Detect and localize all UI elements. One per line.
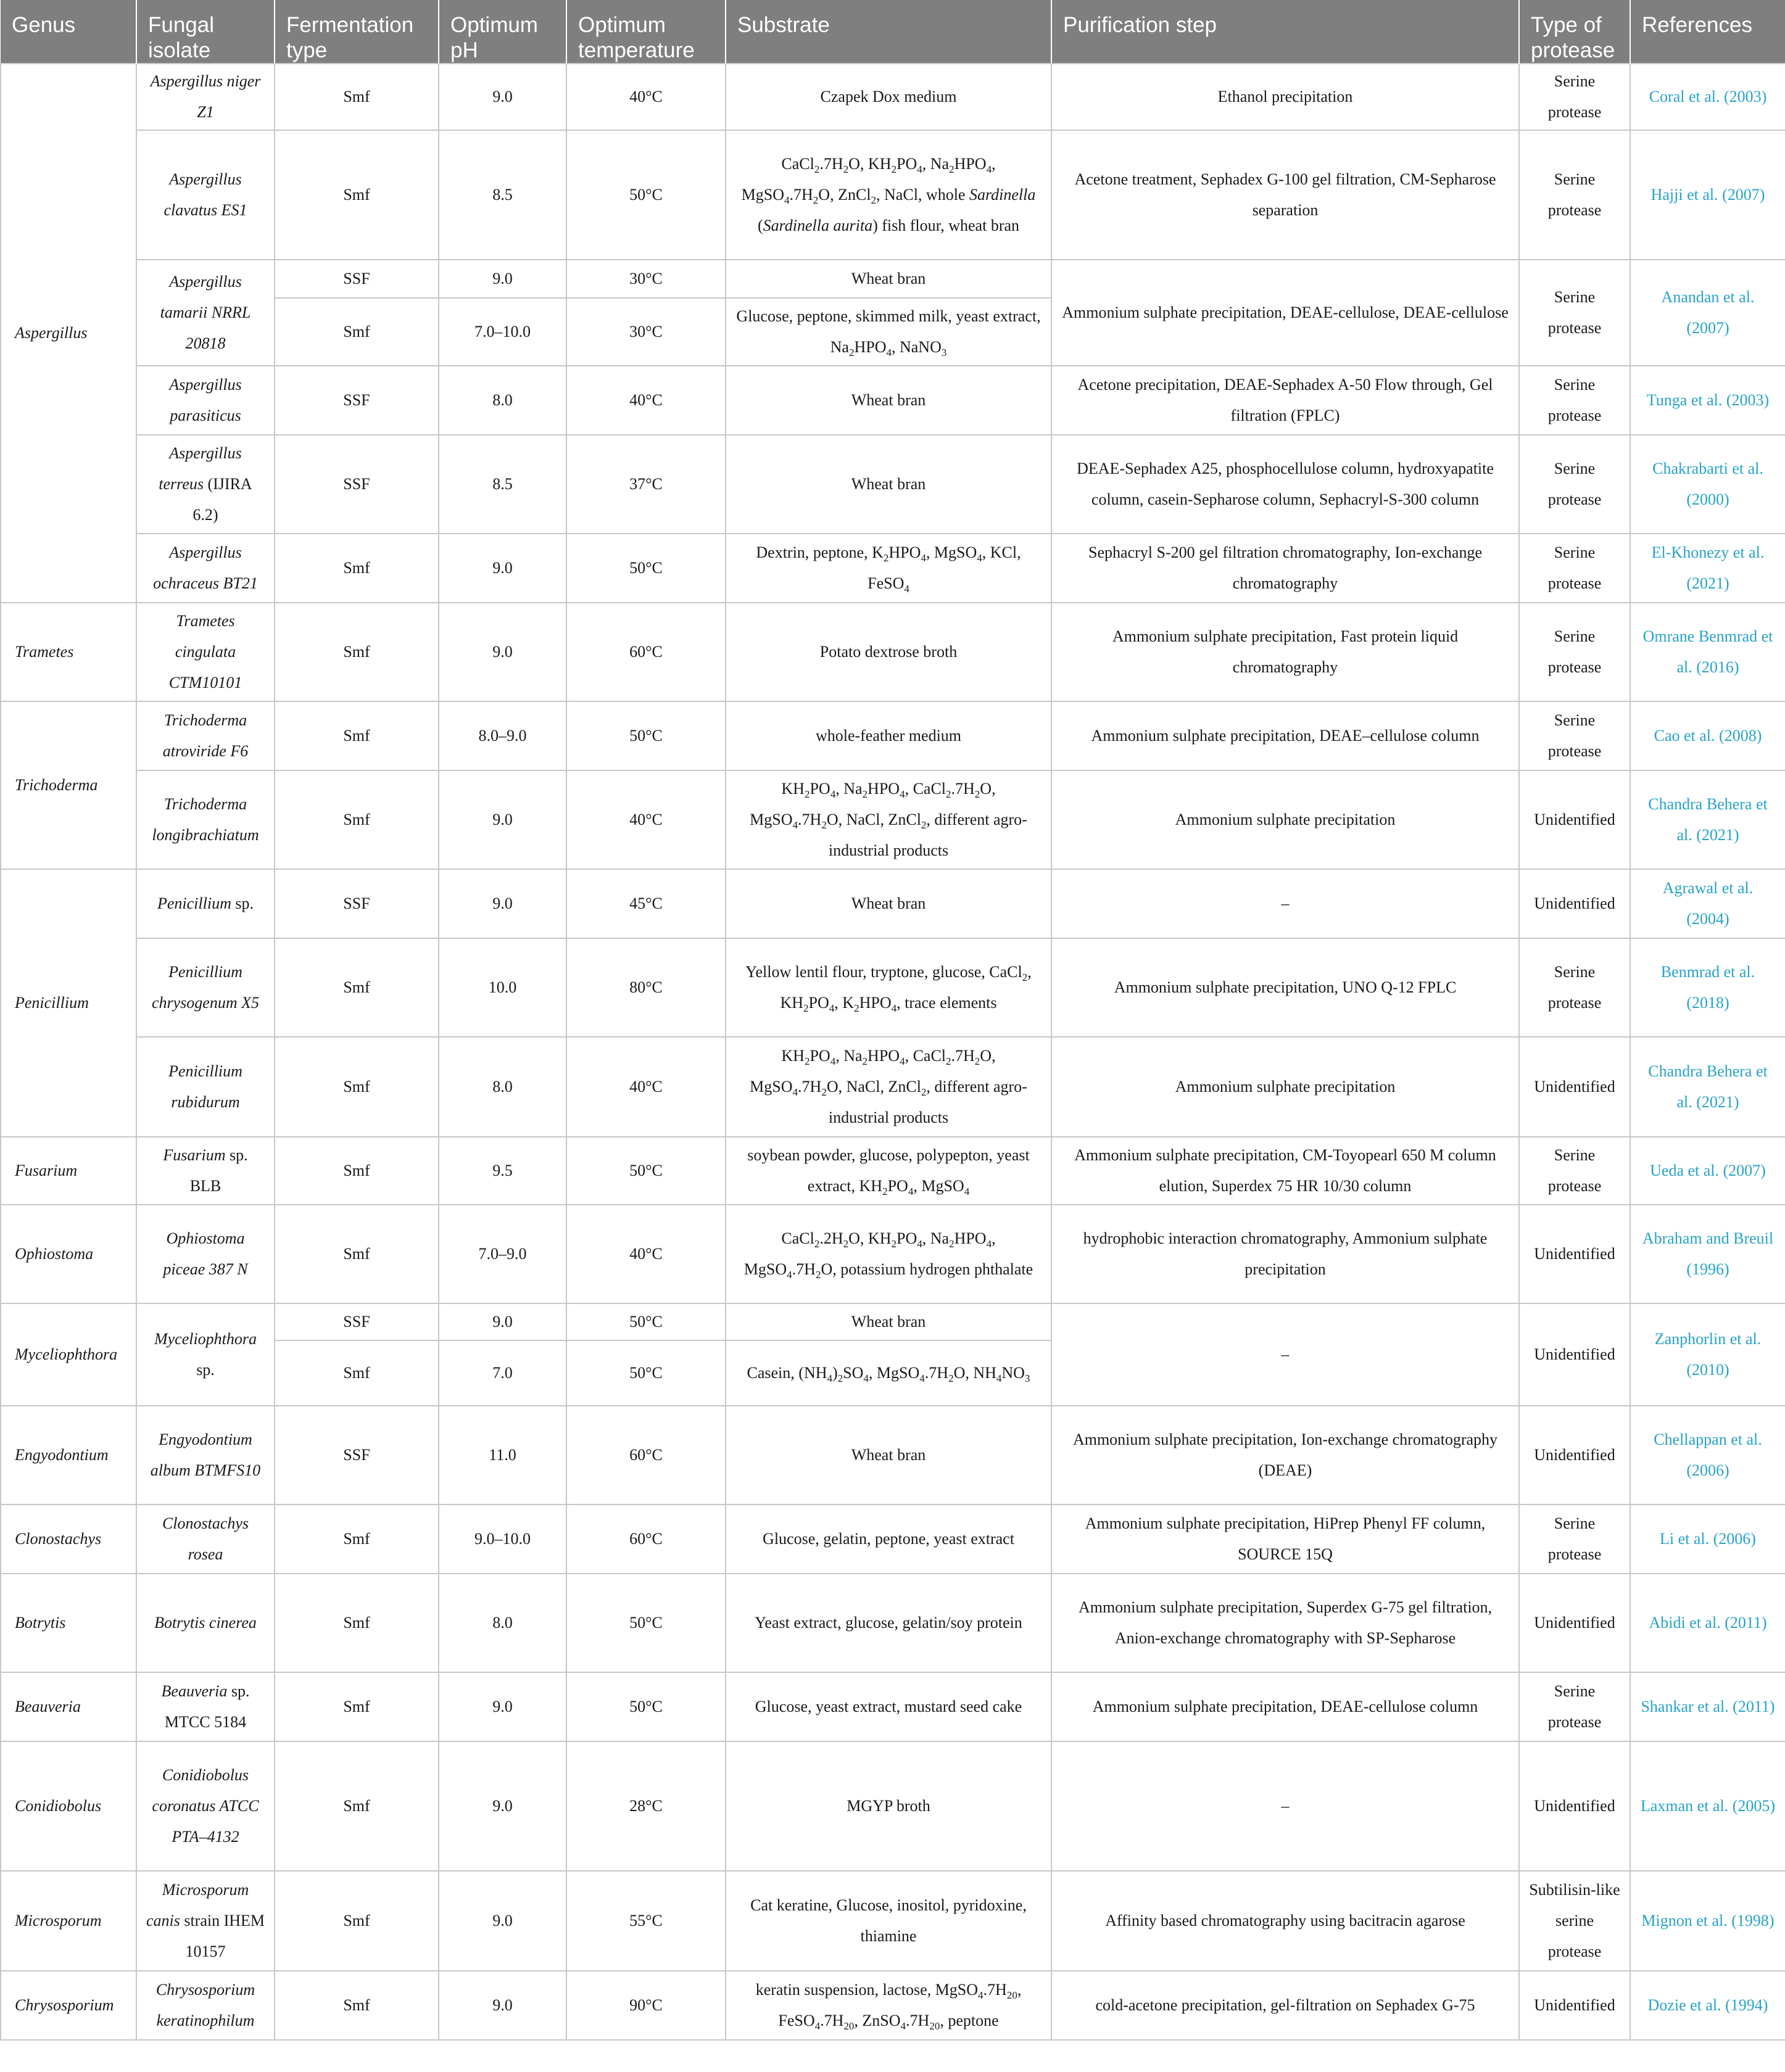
isolate-cell: Trichoderma atroviride F6 [136,701,275,770]
substrate-cell: Yellow lentil flour, tryptone, glucose, CaCl$_2$, $KH_2PO_4$, $K_2HPO_4$, trace elements [726,938,1051,1037]
table-row [1,1037,1785,1137]
substrate-cell: $KH_2PO_4$, $Na_2HPO_4$, $CaCl_2.7H_2O$, $MgSO_4.7H_2O$, NaCl, ZnCl$_2$, different agro-industrial products [726,770,1051,869]
table-row [1,130,1785,260]
protease-cell: Serine protease [1519,603,1630,701]
ph-cell: 9.0 [439,770,566,869]
substrate-cell: Cat keratine, Glucose, inositol, pyridoxine, thiamine [726,1871,1051,1971]
temperature-cell: 50°C [566,1137,726,1205]
substrate-cell: $KH_2PO_4$, $Na_2HPO_4$, $CaCl_2.7H_2O$, $MgSO_4.7H_2O$, NaCl, ZnCl$_2$, different agro-industrial products [726,1037,1051,1137]
reference-link[interactable]: Chakrabarti et al. (2000) [1630,435,1785,534]
reference-link[interactable]: Mignon et al. (1998) [1630,1871,1785,1971]
temperature-cell: 80°C [566,938,726,1037]
protease-cell: Unidentified [1519,1205,1630,1303]
ph-cell: 8.0 [439,1574,566,1672]
table-row [1,366,1785,435]
purification-cell: Sephacryl S-200 gel filtration chromatography, Ion-exchange chromatography [1051,534,1519,603]
purification-cell: Ammonium sulphate precipitation, DEAE-cellulose column [1051,1672,1519,1741]
isolate-cell: Aspergillus clavatus ES1 [136,130,275,260]
ph-cell: 9.0 [439,64,566,130]
ph-cell: 7.0–10.0 [439,298,566,366]
reference-link[interactable]: Laxman et al. (2005) [1630,1741,1785,1871]
table-row [1,1574,1785,1672]
purification-cell: Acetone precipitation, DEAE-Sephadex A-50 Flow through, Gel filtration (FPLC) [1051,366,1519,435]
substrate-cell: Wheat bran [726,1406,1051,1504]
fermentation-cell: SSF [275,1303,439,1340]
table-row [1,701,1785,770]
genus-cell: Trametes [1,603,136,701]
substrate-cell: Wheat bran [726,435,1051,534]
ph-cell: 8.5 [439,435,566,534]
header-isolate: Fungal isolate [136,0,275,64]
protease-cell: Subtilisin-like serine protease [1519,1871,1630,1971]
substrate-cell: $CaCl_2.2H_2O$, $KH_2PO_4$, $Na_2HPO_4$, $MgSO_4.7H_2O$, potassium hydrogen phthalate [726,1205,1051,1303]
header-substrate: Substrate [726,0,1051,64]
isolate-cell: Aspergillus parasiticus [136,366,275,435]
reference-link[interactable]: Zanphorlin et al. (2010) [1630,1303,1785,1406]
protease-cell: Serine protease [1519,1504,1630,1574]
table-row [1,1871,1785,1971]
substrate-cell: $CaCl_2.7H_2O$, $KH_2PO_4$, $Na_2HPO_4$, $MgSO_4.7H_2O$, ZnCl$_2$, NaCl, whole Sardinella (Sardinella aurita) fish flour, wheat bran [726,130,1051,260]
purification-cell: Ammonium sulphate precipitation [1051,1037,1519,1137]
temperature-cell: 45°C [566,869,726,938]
purification-cell: Ammonium sulphate precipitation, CM-Toyopearl 650 M column elution, Superdex 75 HR 10/30 column [1051,1137,1519,1205]
protease-cell: Unidentified [1519,1971,1630,2040]
reference-link[interactable]: Chellappan et al. (2006) [1630,1406,1785,1504]
substrate-cell: Czapek Dox medium [726,64,1051,130]
fermentation-cell: Smf [275,298,439,366]
genus-cell: Myceliophthora [1,1303,136,1406]
fermentation-cell: Smf [275,534,439,603]
fermentation-cell: Smf [275,64,439,130]
protease-cell: Unidentified [1519,1303,1630,1406]
table-row [1,1971,1785,2040]
purification-cell: – [1051,869,1519,938]
isolate-cell: Aspergillus tamarii NRRL 20818 [136,260,275,366]
ph-cell: 9.0 [439,603,566,701]
header-fermentation: Fermentation type [275,0,439,64]
purification-cell: Ammonium sulphate precipitation, Superdex G-75 gel filtration, Anion-exchange chromatography with SP-Sepharose [1051,1574,1519,1672]
table-row [1,534,1785,603]
reference-link[interactable]: Tunga et al. (2003) [1630,366,1785,435]
reference-link[interactable]: Chandra Behera et al. (2021) [1630,1037,1785,1137]
table-row [1,435,1785,534]
isolate-cell: Clonostachys rosea [136,1504,275,1574]
genus-cell: Fusarium [1,1137,136,1205]
protease-cell: Serine protease [1519,366,1630,435]
fermentation-cell: Smf [275,130,439,260]
fermentation-cell: Smf [275,1137,439,1205]
isolate-cell: Trichoderma longibrachiatum [136,770,275,869]
table-row [1,603,1785,701]
isolate-cell: Botrytis cinerea [136,1574,275,1672]
protease-cell: Serine protease [1519,1672,1630,1741]
fermentation-cell: Smf [275,1871,439,1971]
isolate-cell: Microsporum canis strain IHEM 10157 [136,1871,275,1971]
fermentation-cell: Smf [275,1971,439,2040]
fermentation-cell: SSF [275,260,439,298]
reference-link[interactable]: Cao et al. (2008) [1630,701,1785,770]
ph-cell: 11.0 [439,1406,566,1504]
ph-cell: 9.0 [439,869,566,938]
substrate-cell: Dextrin, peptone, $K_2HPO_4$, MgSO$_4$, KCl, FeSO$_4$ [726,534,1051,603]
ph-cell: 7.0 [439,1340,566,1406]
temperature-cell: 90°C [566,1971,726,2040]
table-row [1,64,1785,130]
fermentation-cell: Smf [275,770,439,869]
temperature-cell: 40°C [566,366,726,435]
isolate-cell: Aspergillus niger Z1 [136,64,275,130]
fermentation-cell: Smf [275,1574,439,1672]
protease-cell: Unidentified [1519,869,1630,938]
isolate-cell: Ophiostoma piceae 387 N [136,1205,275,1303]
temperature-cell: 50°C [566,1672,726,1741]
header-temperature: Optimum temperature [566,0,726,64]
isolate-cell: Fusarium sp. BLB [136,1137,275,1205]
fermentation-cell: Smf [275,1205,439,1303]
isolate-cell: Chrysosporium keratinophilum [136,1971,275,2040]
protease-cell: Serine protease [1519,64,1630,130]
table-row [1,869,1785,938]
ph-cell: 8.0 [439,366,566,435]
table-row [1,770,1785,869]
ph-cell: 9.0 [439,1672,566,1741]
substrate-cell: Glucose, peptone, skimmed milk, yeast extract, $Na_2HPO_4$, NaNO$_3$ [726,298,1051,366]
reference-link[interactable]: El-Khonezy et al. (2021) [1630,534,1785,603]
genus-cell: Beauveria [1,1672,136,1741]
temperature-cell: 50°C [566,1303,726,1340]
reference-link[interactable]: Hajji et al. (2007) [1630,130,1785,260]
ph-cell: 9.0 [439,534,566,603]
ph-cell: 7.0–9.0 [439,1205,566,1303]
temperature-cell: 40°C [566,1205,726,1303]
header-protease: Type of protease [1519,0,1630,64]
fermentation-cell: Smf [275,1340,439,1406]
substrate-cell: MGYP broth [726,1741,1051,1871]
purification-cell: Acetone treatment, Sephadex G-100 gel filtration, CM-Sepharose separation [1051,130,1519,260]
purification-cell: Ethanol precipitation [1051,64,1519,130]
genus-cell: Ophiostoma [1,1205,136,1303]
substrate-cell: Glucose, gelatin, peptone, yeast extract [726,1504,1051,1574]
protease-cell: Serine protease [1519,701,1630,770]
fermentation-cell: Smf [275,1037,439,1137]
isolate-cell: Penicillium sp. [136,869,275,938]
isolate-cell: Myceliophthora sp. [136,1303,275,1406]
genus-cell: Engyodontium [1,1406,136,1504]
substrate-cell: Glucose, yeast extract, mustard seed cake [726,1672,1051,1741]
ph-cell: 9.0–10.0 [439,1504,566,1574]
ph-cell: 9.0 [439,1741,566,1871]
ph-cell: 8.0 [439,1037,566,1137]
genus-cell: Chrysosporium [1,1971,136,2040]
ph-cell: 9.0 [439,260,566,298]
purification-cell: Ammonium sulphate precipitation, DEAE–cellulose column [1051,701,1519,770]
temperature-cell: 60°C [566,1406,726,1504]
reference-link[interactable]: Omrane Benmrad et al. (2016) [1630,603,1785,701]
ph-cell: 9.0 [439,1303,566,1340]
reference-link[interactable]: Abidi et al. (2011) [1630,1574,1785,1672]
protease-cell: Serine protease [1519,435,1630,534]
isolate-cell: Engyodontium album BTMFS10 [136,1406,275,1504]
temperature-cell: 30°C [566,298,726,366]
table-row [1,1303,1785,1340]
isolate-cell: Conidiobolus coronatus ATCC PTA–4132 [136,1741,275,1871]
purification-cell: – [1051,1303,1519,1406]
ph-cell: 8.0–9.0 [439,701,566,770]
substrate-cell: Wheat bran [726,260,1051,298]
fermentation-cell: Smf [275,1741,439,1871]
protease-cell: Serine protease [1519,130,1630,260]
temperature-cell: 50°C [566,1340,726,1406]
temperature-cell: 60°C [566,1504,726,1574]
genus-cell: Clonostachys [1,1504,136,1574]
purification-cell: Ammonium sulphate precipitation, HiPrep Phenyl FF column, SOURCE 15Q [1051,1504,1519,1574]
header-row [1,0,1785,64]
temperature-cell: 50°C [566,130,726,260]
ph-cell: 9.5 [439,1137,566,1205]
header-references: References [1630,0,1785,64]
reference-link[interactable]: Benmrad et al. (2018) [1630,938,1785,1037]
genus-cell: Botrytis [1,1574,136,1672]
purification-cell: Ammonium sulphate precipitation, Ion-exchange chromatography (DEAE) [1051,1406,1519,1504]
substrate-cell: Yeast extract, glucose, gelatin/soy protein [726,1574,1051,1672]
table-row [1,1137,1785,1205]
isolate-cell: Aspergillus terreus (IJIRA 6.2) [136,435,275,534]
fermentation-cell: Smf [275,1504,439,1574]
substrate-cell: soybean powder, glucose, polypepton, yeast extract, $KH_2PO_4$, MgSO$_4$ [726,1137,1051,1205]
substrate-cell: whole-feather medium [726,701,1051,770]
fermentation-cell: SSF [275,435,439,534]
table-row [1,1672,1785,1741]
protease-cell: Serine protease [1519,1137,1630,1205]
purification-cell: Ammonium sulphate precipitation, DEAE-cellulose, DEAE-cellulose [1051,260,1519,366]
genus-cell: Aspergillus [1,64,136,603]
header-ph: Optimum pH [439,0,566,64]
fermentation-cell: Smf [275,938,439,1037]
temperature-cell: 40°C [566,1037,726,1137]
substrate-cell: Casein, $(NH_4)_2SO_4$, $MgSO_4.7H_2O$, $NH_4NO_3$ [726,1340,1051,1406]
genus-cell: Penicillium [1,869,136,1137]
genus-cell: Microsporum [1,1871,136,1971]
reference-link[interactable]: Agrawal et al. (2004) [1630,869,1785,938]
fermentation-cell: Smf [275,603,439,701]
temperature-cell: 50°C [566,1574,726,1672]
temperature-cell: 60°C [566,603,726,701]
purification-cell: Ammonium sulphate precipitation, UNO Q-12 FPLC [1051,938,1519,1037]
ph-cell: 9.0 [439,1871,566,1971]
table-row [1,938,1785,1037]
fermentation-cell: Smf [275,701,439,770]
purification-cell: DEAE-Sephadex A25, phosphocellulose column, hydroxyapatite column, casein-Sepharose column, Sephacryl-S-300 column [1051,435,1519,534]
isolate-cell: Penicillium rubidurum [136,1037,275,1137]
substrate-cell: Wheat bran [726,869,1051,938]
fermentation-cell: SSF [275,1406,439,1504]
fermentation-cell: SSF [275,869,439,938]
ph-cell: 9.0 [439,1971,566,2040]
isolate-cell: Aspergillus ochraceus BT21 [136,534,275,603]
table-row [1,1504,1785,1574]
protease-cell: Serine protease [1519,938,1630,1037]
temperature-cell: 40°C [566,64,726,130]
temperature-cell: 50°C [566,701,726,770]
purification-cell: hydrophobic interaction chromatography, Ammonium sulphate precipitation [1051,1205,1519,1303]
protease-cell: Serine protease [1519,260,1630,366]
genus-cell: Trichoderma [1,701,136,869]
table-row [1,1741,1785,1871]
isolate-cell: Penicillium chrysogenum X5 [136,938,275,1037]
temperature-cell: 55°C [566,1871,726,1971]
table-row [1,260,1785,298]
substrate-cell: Wheat bran [726,366,1051,435]
ph-cell: 8.5 [439,130,566,260]
isolate-cell: Trametes cingulata CTM10101 [136,603,275,701]
protease-cell: Unidentified [1519,1037,1630,1137]
protease-cell: Serine protease [1519,534,1630,603]
substrate-cell: Wheat bran [726,1303,1051,1340]
reference-link[interactable]: Abraham and Breuil (1996) [1630,1205,1785,1303]
substrate-cell: keratin suspension, lactose, $MgSO_4.7H_{20}$, $FeSO_4.7H_{20}$, $ZnSO_4.7H_{20}$, peptone [726,1971,1051,2040]
protease-cell: Unidentified [1519,1574,1630,1672]
reference-link[interactable]: Anandan et al. (2007) [1630,260,1785,366]
reference-link[interactable]: Coral et al. (2003) [1630,64,1785,130]
reference-link[interactable]: Ueda et al. (2007) [1630,1137,1785,1205]
reference-link[interactable]: Li et al. (2006) [1630,1504,1785,1574]
protease-cell: Unidentified [1519,770,1630,869]
protease-cell: Unidentified [1519,1406,1630,1504]
protease-cell: Unidentified [1519,1741,1630,1871]
substrate-cell: Potato dextrose broth [726,603,1051,701]
purification-cell: – [1051,1741,1519,1871]
isolate-cell: Beauveria sp. MTCC 5184 [136,1672,275,1741]
fermentation-cell: Smf [275,1672,439,1741]
fermentation-cell: SSF [275,366,439,435]
header-purification: Purification step [1051,0,1519,64]
table-row [1,1406,1785,1504]
genus-cell: Conidiobolus [1,1741,136,1871]
temperature-cell: 40°C [566,770,726,869]
table-row [1,1205,1785,1303]
temperature-cell: 28°C [566,1741,726,1871]
ph-cell: 10.0 [439,938,566,1037]
reference-link[interactable]: Shankar et al. (2011) [1630,1672,1785,1741]
temperature-cell: 30°C [566,260,726,298]
purification-cell: Affinity based chromatography using bacitracin agarose [1051,1871,1519,1971]
temperature-cell: 50°C [566,534,726,603]
purification-cell: cold-acetone precipitation, gel-filtration on Sephadex G-75 [1051,1971,1519,2040]
temperature-cell: 37°C [566,435,726,534]
reference-link[interactable]: Dozie et al. (1994) [1630,1971,1785,2040]
purification-cell: Ammonium sulphate precipitation, Fast protein liquid chromatography [1051,603,1519,701]
header-genus: Genus [1,0,136,64]
reference-link[interactable]: Chandra Behera et al. (2021) [1630,770,1785,869]
purification-cell: Ammonium sulphate precipitation [1051,770,1519,869]
